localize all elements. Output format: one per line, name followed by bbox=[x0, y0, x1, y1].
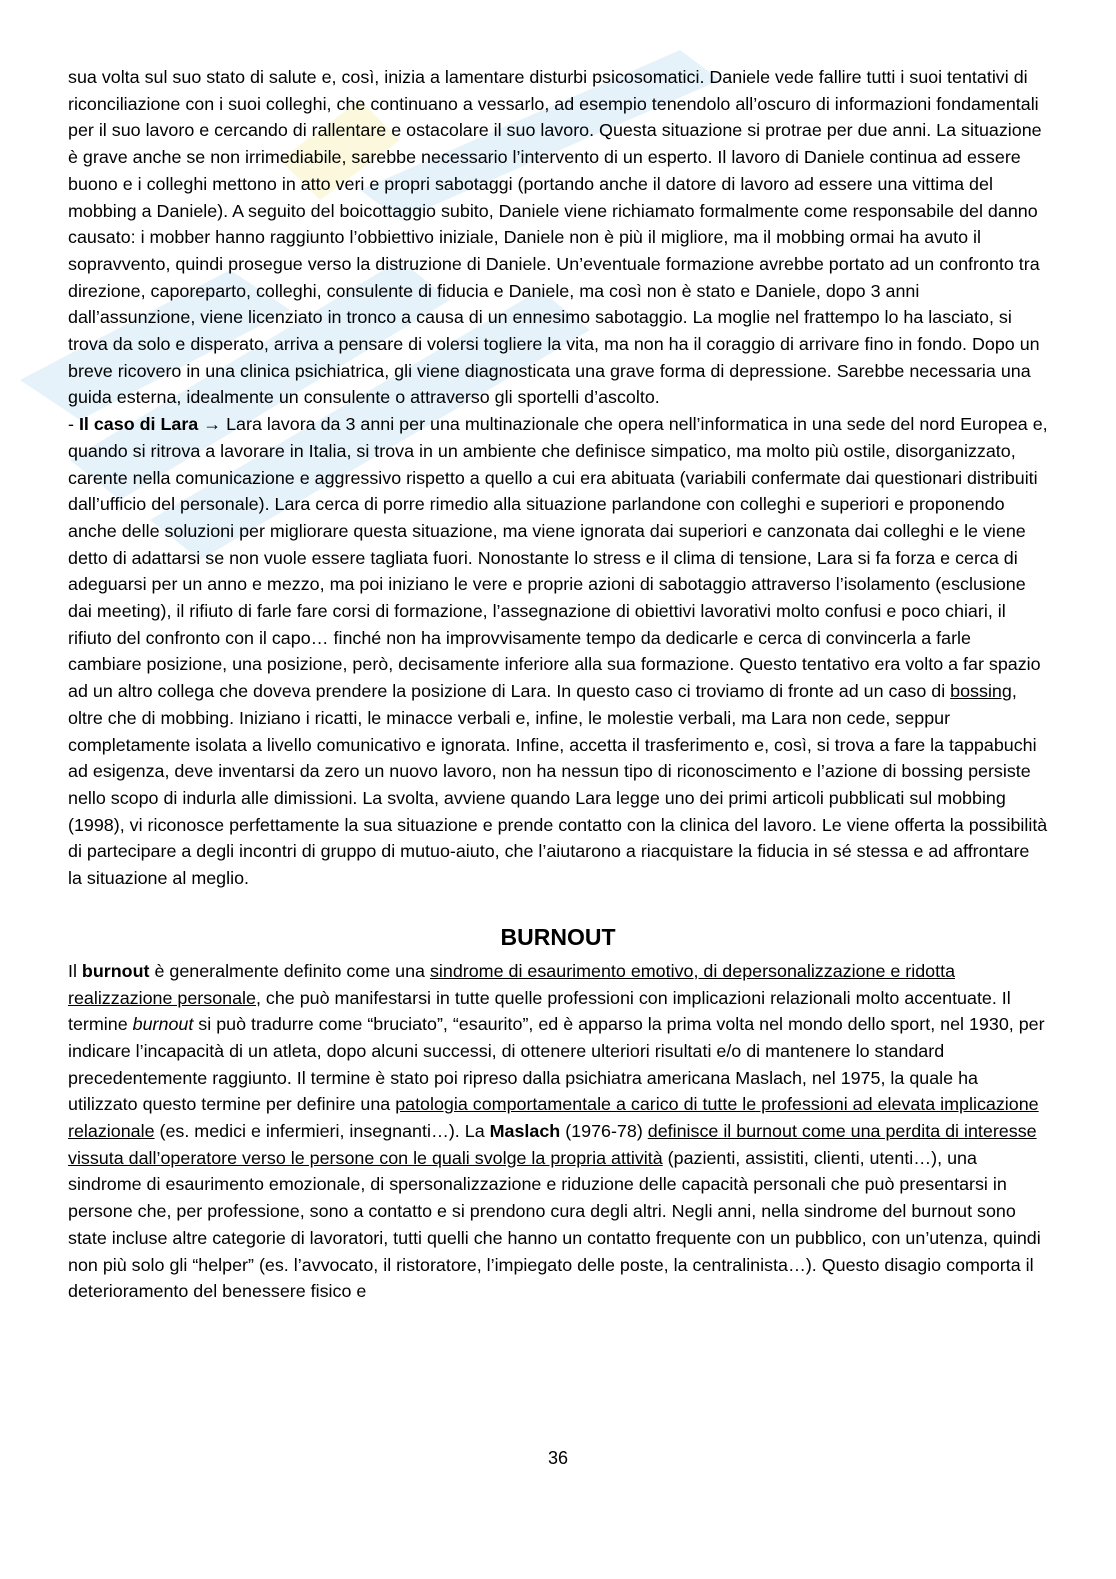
text-run: (es. medici e infermieri, insegnanti…). La bbox=[154, 1121, 490, 1142]
text-run: Il bbox=[68, 960, 82, 981]
text-run: (pazienti, assistiti, clienti, utenti…), una sindrome di esaurimento emozionale, di spersonalizzazione e riduzione delle capacità personali che può presentarsi in persone che, per professione, sono a contatto e si prendono cura degli altri. Negli anni, nella sindrome del burnout sono state incluse altre categorie di lavoratori, tutti quelli che hanno un contatto frequente con un pubblico, con un’utenza, quindi non più solo gli “helper” (es. l’avvocato, il ristoratore, l’impiegato delle poste, la centralinista…). Questo disagio comporta il deterioramento del benessere fisico e bbox=[68, 1147, 1041, 1302]
paragraph-daniele: sua volta sul suo stato di salute e, così, inizia a lamentare disturbi psicosomatici. Daniele vede fallire tutti i suoi tentativi di riconciliazione con i suoi colleghi, che continuano a vessarlo, ad esempio tenendolo all’oscuro di informazioni fondamentali per il suo lavoro e cercando di rallentare e ostacolare il suo lavoro. Questa situazione si protrae per due anni. La situazione è grave anche se non irrimediabile, sarebbe necessario l’intervento di un esperto. Il lavoro di Daniele continua ad essere buono e i colleghi mettono in atto veri e propri sabotaggi (portando anche il datore di lavoro ad essere una vittima del mobbing a Daniele). A seguito del boicottaggio subito, Daniele viene richiamato formalmente come responsabile del danno causato: i mobber hanno raggiunto l’obbiettivo iniziale, Daniele non è più il migliore, ma il mobbing ormai ha avuto il sopravvento, quindi prosegue verso la distruzione di Daniele. Un’eventuale formazione avrebbe portato ad un confronto tra direzione, caporeparto, colleghi, consulente di fiducia e Daniele, ma così non è stato e Daniele, dopo 3 anni dall’assunzione, viene licenziato in tronco a causa di un ennesimo sabotaggio. La moglie nel frattempo lo ha lasciato, si trova da solo e disperato, arriva a pensare di volersi togliere la vita, ma non ha il coraggio di arrivare fino in fondo. Dopo un breve ricovero in una clinica psichiatrica, gli viene diagnosticata una grave forma di depressione. Sarebbe necessaria una guida esterna, idealmente un consulente o attraverso gli sportelli d’ascolto. bbox=[68, 67, 1042, 408]
case-title-lara: Il caso di Lara bbox=[78, 414, 199, 435]
definition-underlined: sindrome di esaurimento emotivo, di depersonalizzazione e ridotta realizzazione personale bbox=[68, 960, 956, 1008]
section-heading: BURNOUT bbox=[500, 923, 616, 950]
paragraph-burnout bbox=[68, 958, 1048, 1305]
text-run: , che può manifestarsi in tutte quelle professioni con implicazioni relazionali molto accentuate. Il termine bbox=[68, 987, 1011, 1035]
author-maslach: Maslach bbox=[489, 1121, 561, 1142]
text-run: è generalmente definito come una bbox=[149, 960, 430, 981]
bossing-term: bossing bbox=[950, 681, 1012, 702]
lara-text-part1: Lara lavora da 3 anni per una multinazionale che opera nell’informatica in una sede del nord Europea e, quando si ritrova a lavorare in Italia, si trova in un ambiente che definisce simpatico, ma molto più ostile, disorganizzato, carente nella comunicazione e aggressivo rispetto a quello a cui era abituata (variabili confermate dai questionari distribuiti dall’ufficio del personale). Lara cerca di porre rimedio alla situazione parlandone con colleghi e superiori e proponendo anche delle soluzioni per migliorare questa situazione, ma viene ignorata dai superiori e canzonata dai colleghi e le viene detto di adattarsi se non vuole essere tagliata fuori. Nonostante lo stress e il clima di tensione, Lara si fa forza e cerca di adeguarsi per un anno e mezzo, ma poi iniziano le vere e proprie azioni di sabotaggio attraverso l’isolamento (esclusione dai meeting), il rifiuto di farle fare corsi di formazione, l’assegnazione di obiettivi lavorativi molto confusi e poco chiari, il rifiuto del confronto con il capo… finché non ha improvvisamente tempo da dedicarle e cerca di convincerla a farle cambiare posizione, una posizione, però, decisamente inferiore alla sua formazione. Questo tentativo era volto a far spazio ad un altro collega che doveva prendere la posizione di Lara. In questo caso ci troviamo di fronte ad un caso di bbox=[68, 414, 1048, 702]
pathology-underlined: patologia comportamentale a carico di tutte le professioni ad elevata implicazione relazionale bbox=[68, 1094, 1039, 1142]
term-burnout: burnout bbox=[81, 960, 150, 981]
paragraph-lara bbox=[68, 411, 1048, 892]
lara-text-part2: , oltre che di mobbing. Iniziano i ricatti, le minacce verbali e, infine, le molestie verbali, ma Lara non cede, seppur completamente isolata a livello comunicativo e ignorata. Infine, accetta il trasferimento e, così, si trova a fare la tappabuchi ad esigenza, deve inventarsi da zero un nuovo lavoro, non ha nessun tipo di riconoscimento e l’azione di bossing persiste nello scopo di indurla alle dimissioni. La svolta, avviene quando Lara legge uno dei primi articoli pubblicati sul mobbing (1998), vi riconosce perfettamente la sua situazione e prende contatto con la clinica del lavoro. Le viene offerta la possibilità di partecipare a degli incontri di gruppo di mutuo-aiuto, che l’aiutarono a riacquistare la fiducia in sé stessa e ad affrontare la situazione al meglio. bbox=[68, 681, 1048, 889]
arrow-icon: → bbox=[198, 414, 227, 435]
text-run: (1976-78) bbox=[560, 1121, 648, 1142]
text-run: si può tradurre come “bruciato”, “esaurito”, ed è apparso la prima volta nel mondo dello sport, nel 1930, per indicare l’incapacità di un atleta, dopo alcuni successi, di ottenere ulteriori risultati e/o di mantenere lo standard precedentemente raggiunto. Il termine è stato poi ripreso dalla psichiatra americana Maslach, nel 1975, la quale ha utilizzato questo termine per definire una bbox=[68, 1014, 1045, 1115]
page-number: 36 bbox=[547, 1448, 569, 1468]
document-body bbox=[68, 64, 1048, 1305]
term-burnout-italic: burnout bbox=[132, 1014, 194, 1035]
list-dash: - bbox=[68, 414, 79, 435]
maslach-definition-underlined: definisce il burnout come una perdita di interesse vissuta dall’operatore verso le persone con le quali svolge la propria attività bbox=[68, 1121, 1037, 1168]
